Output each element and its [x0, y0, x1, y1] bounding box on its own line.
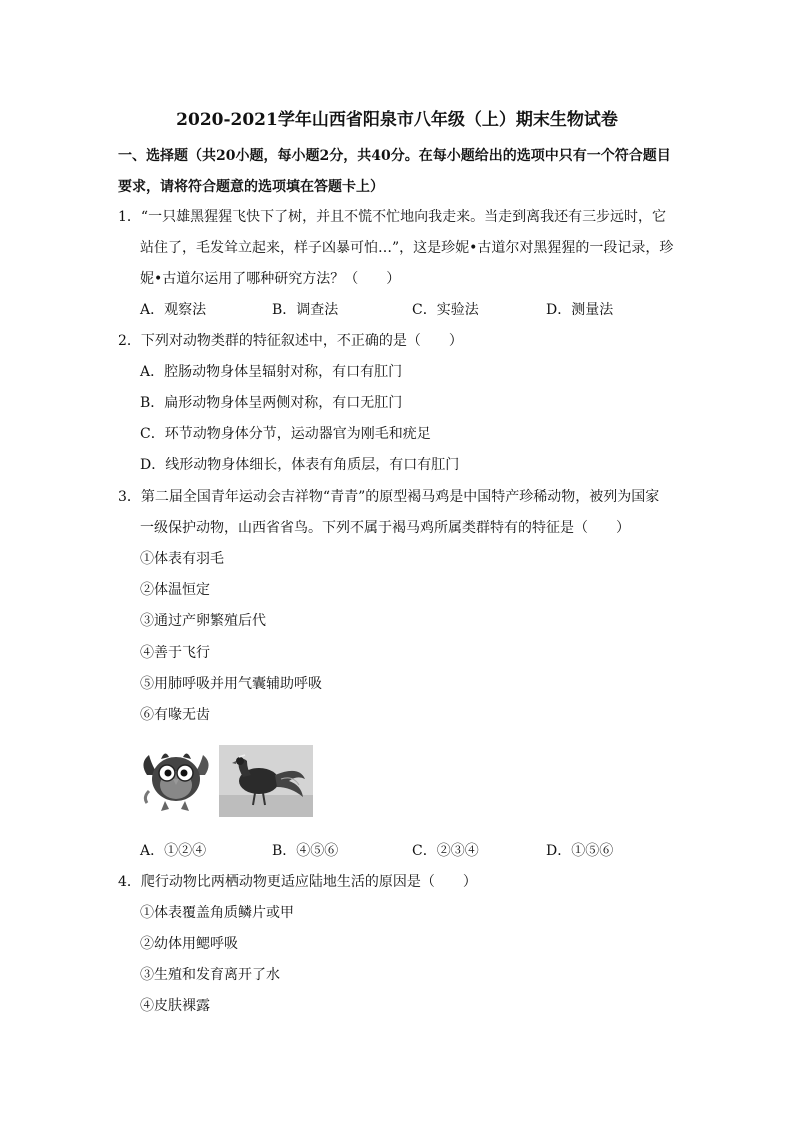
question-3-option-b: B．④⑤⑥	[272, 843, 339, 859]
mascot-image	[139, 745, 213, 817]
question-1-line-2: 站住了，毛发耸立起来，样子凶暴可怕…”，这是珍妮•古道尔对黑猩猩的一段记录，珍	[140, 240, 674, 256]
question-4-stem: 4．爬行动物比两栖动物更适应陆地生活的原因是（ ）	[118, 874, 477, 890]
question-2-option-a: A．腔肠动物身体呈辐射对称，有口有肛门	[140, 364, 403, 380]
pheasant-icon	[219, 745, 313, 817]
question-1-option-b: B．调查法	[272, 302, 339, 318]
question-3-item-1: ①体表有羽毛	[140, 551, 224, 567]
question-2-option-b: B．扁形动物身体呈两侧对称，有口无肛门	[140, 395, 403, 411]
question-3-line-2: 一级保护动物，山西省省鸟。下列不属于褐马鸡所属类群特有的特征是（ ）	[140, 520, 630, 536]
question-3-option-a: A．①②④	[140, 843, 207, 859]
question-4-item-4: ④皮肤裸露	[140, 998, 210, 1014]
question-2-option-c: C．环节动物身体分节，运动器官为刚毛和疣足	[140, 426, 431, 442]
question-3-item-2: ②体温恒定	[140, 582, 210, 598]
question-1-option-d: D．测量法	[546, 302, 614, 318]
question-4-item-2: ②幼体用鳃呼吸	[140, 936, 238, 952]
question-3-item-6: ⑥有喙无齿	[140, 707, 210, 723]
question-2-option-d: D．线形动物身体细长，体表有角质层，有口有肛门	[140, 457, 460, 473]
question-2-stem: 2．下列对动物类群的特征叙述中，不正确的是（ ）	[118, 333, 463, 349]
question-3-item-3: ③通过产卵繁殖后代	[140, 613, 266, 629]
question-3-item-5: ⑤用肺呼吸并用气囊辅助呼吸	[140, 676, 322, 692]
brown-eared-pheasant-photo	[219, 745, 313, 817]
page-title: 2020-2021学年山西省阳泉市八年级（上）期末生物试卷	[176, 110, 618, 130]
mascot-owl-icon	[139, 745, 213, 817]
question-1-line-3: 妮•古道尔运用了哪种研究方法？（ ）	[140, 271, 401, 287]
question-1-option-a: A．观察法	[140, 302, 207, 318]
section-heading: 一、选择题（共20小题，每小题2分，共40分。在每小题给出的选项中只有一个符合题目要求，请将符合题意的选项填在答题卡上）	[118, 148, 671, 195]
question-3-option-d: D．①⑤⑥	[546, 843, 614, 859]
question-4-item-1: ①体表覆盖角质鳞片或甲	[140, 905, 294, 921]
question-3-option-c: C．②③④	[412, 843, 479, 859]
question-3-line-1: 3．第二届全国青年运动会吉祥物“青青”的原型褐马鸡是中国特产珍稀动物，被列为国家	[118, 489, 660, 505]
question-1-option-c: C．实验法	[412, 302, 479, 318]
question-3-item-4: ④善于飞行	[140, 645, 210, 661]
question-4-item-3: ③生殖和发育离开了水	[140, 967, 280, 983]
question-1-line-1: 1．“一只雄黑猩猩飞快下了树，并且不慌不忙地向我走来。当走到离我还有三步远时，它	[118, 209, 667, 225]
